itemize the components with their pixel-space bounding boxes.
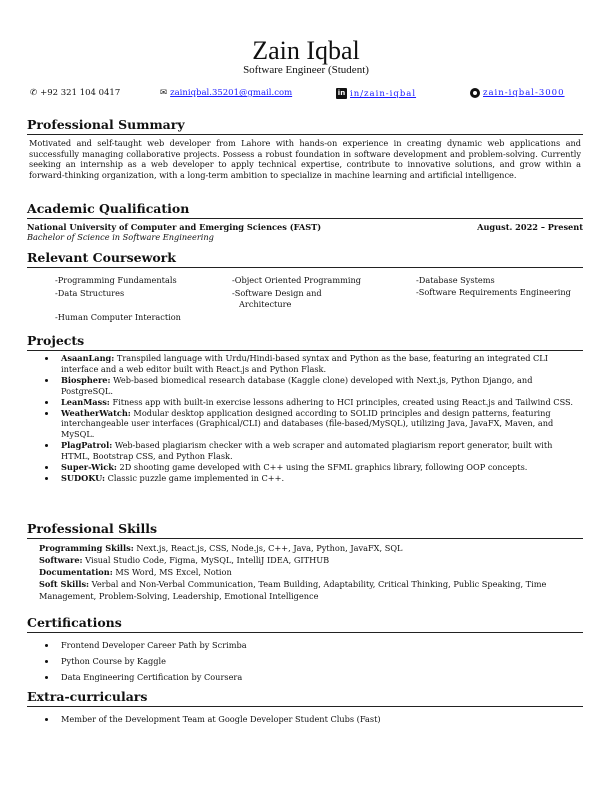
github-link[interactable]: zain-iqbal-3000 bbox=[483, 88, 565, 98]
linkedin-contact[interactable] bbox=[336, 88, 416, 99]
certifications-heading: Certifications bbox=[27, 615, 583, 633]
mail-icon: ✉ bbox=[160, 88, 168, 98]
course-item: Architecture bbox=[239, 299, 292, 309]
skills-list bbox=[39, 542, 583, 602]
project-item: • Biosphere: Web-based biomedical research database (Kaggle clone) developed with Next.js, Python Django, and PostgreSQL. bbox=[57, 375, 583, 397]
email-link[interactable]: zainiqbal.35201@gmail.com bbox=[170, 88, 293, 98]
extracurriculars-heading: Extra-curriculars bbox=[27, 689, 583, 707]
skill-row: Software: Visual Studio Code, Figma, MySQL, IntelliJ IDEA, GITHUB bbox=[39, 555, 330, 565]
certifications-list bbox=[27, 637, 583, 685]
phone-contact bbox=[30, 88, 120, 98]
academic-row bbox=[27, 222, 583, 232]
academic-heading: Academic Qualification bbox=[27, 201, 583, 219]
linkedin-link[interactable]: in/zain-iqbal bbox=[350, 88, 417, 99]
project-item: • PlagPatrol: Web-based plagiarism checker with a web scraper and automated plagiarism report generator, built with HTML, Bootstrap CSS, and Python Flask. bbox=[57, 440, 583, 462]
phone-icon: ✆ bbox=[30, 88, 38, 98]
course-item: -Object Oriented Programming bbox=[232, 275, 361, 285]
course-item: -Programming Fundamentals bbox=[55, 275, 177, 285]
skills-heading: Professional Skills bbox=[27, 521, 583, 539]
summary-text: Motivated and self-taught web developer from Lahore with hands-on experience in creating dynamic web applications and successfully managing collaborative projects. Possess a robust foundation in software development and problem-solving. Currently seeking an internship as a web developer to apply technical expertise, contribute to innovative solutions, and grow within a forward-thinking organization, with a long-term ambition to specialize in machine learning and artificial intelligence. bbox=[29, 138, 581, 181]
summary-section bbox=[27, 117, 583, 181]
extracurriculars-list bbox=[27, 711, 583, 727]
course-item: -Human Computer Interaction bbox=[55, 312, 181, 322]
skills-section bbox=[27, 521, 583, 602]
contact-bar bbox=[30, 88, 590, 102]
academic-dates: August. 2022 – Present bbox=[477, 222, 583, 232]
project-item: • LeanMass: Fitness app with built-in exercise lessons adhering to HCI principles, created using React.js and Tailwind CSS. bbox=[57, 397, 583, 408]
course-item: -Database Systems bbox=[416, 275, 495, 285]
skill-row: Soft Skills: Verbal and Non-Verbal Communication, Team Building, Adaptability, Critical Thinking, Public Speaking, Time Management, Problem-Solving, Leadership, Emotional Intelligence bbox=[39, 579, 547, 601]
coursework-section bbox=[27, 250, 583, 322]
certifications-section bbox=[27, 615, 583, 685]
academic-section bbox=[27, 201, 583, 242]
course-item: -Software Design and bbox=[232, 288, 322, 298]
coursework-grid bbox=[27, 268, 583, 322]
summary-heading: Professional Summary bbox=[27, 117, 583, 135]
extracurriculars-section bbox=[27, 689, 583, 727]
projects-section bbox=[27, 333, 583, 484]
candidate-role: Software Engineer (Student) bbox=[243, 64, 369, 76]
github-contact[interactable] bbox=[470, 88, 565, 98]
phone-number: +92 321 104 0417 bbox=[40, 88, 121, 98]
extracurricular-item: • Member of the Development Team at Google Developer Student Clubs (Fast) bbox=[57, 711, 583, 727]
institution-name: National University of Computer and Emerging Sciences (FAST) bbox=[27, 222, 322, 232]
certification-item: • Data Engineering Certification by Coursera bbox=[57, 669, 583, 685]
projects-heading: Projects bbox=[27, 333, 583, 351]
skill-row: Programming Skills: Next.js, React.js, CSS, Node.js, C++, Java, Python, JavaFX, SQL bbox=[39, 543, 403, 553]
course-item: -Software Requirements Engineering bbox=[416, 287, 571, 297]
degree-name: Bachelor of Science in Software Engineering bbox=[27, 232, 214, 242]
certification-item: • Frontend Developer Career Path by Scrimba bbox=[57, 637, 583, 653]
certification-item: • Python Course by Kaggle bbox=[57, 653, 583, 669]
candidate-name: Zain Iqbal bbox=[252, 36, 360, 65]
project-item: • SUDOKU: Classic puzzle game implemented in C++. bbox=[57, 473, 583, 484]
projects-list bbox=[27, 353, 583, 484]
course-item: -Data Structures bbox=[55, 288, 125, 298]
email-contact[interactable] bbox=[160, 88, 292, 98]
github-icon bbox=[470, 88, 480, 98]
project-item: • WeatherWatch: Modular desktop application designed according to SOLID principles and design patterns, featuring interchangeable user interfaces (Graphical/CLI) and databases (file-based/MySQL), utilizing Java, JavaFX, Maven, and MySQL. bbox=[57, 408, 583, 441]
linkedin-icon: in bbox=[337, 89, 346, 97]
coursework-heading: Relevant Coursework bbox=[27, 250, 583, 268]
project-item: • Super-Wick: 2D shooting game developed with C++ using the SFML graphics library, following OOP concepts. bbox=[57, 462, 583, 473]
project-item: • AsaanLang: Transpiled language with Urdu/Hindi-based syntax and Python as the base, featuring an integrated CLI interface and a web editor built with React.js and Python Flask. bbox=[57, 353, 583, 375]
skill-row: Documentation: MS Word, MS Excel, Notion bbox=[39, 567, 232, 577]
